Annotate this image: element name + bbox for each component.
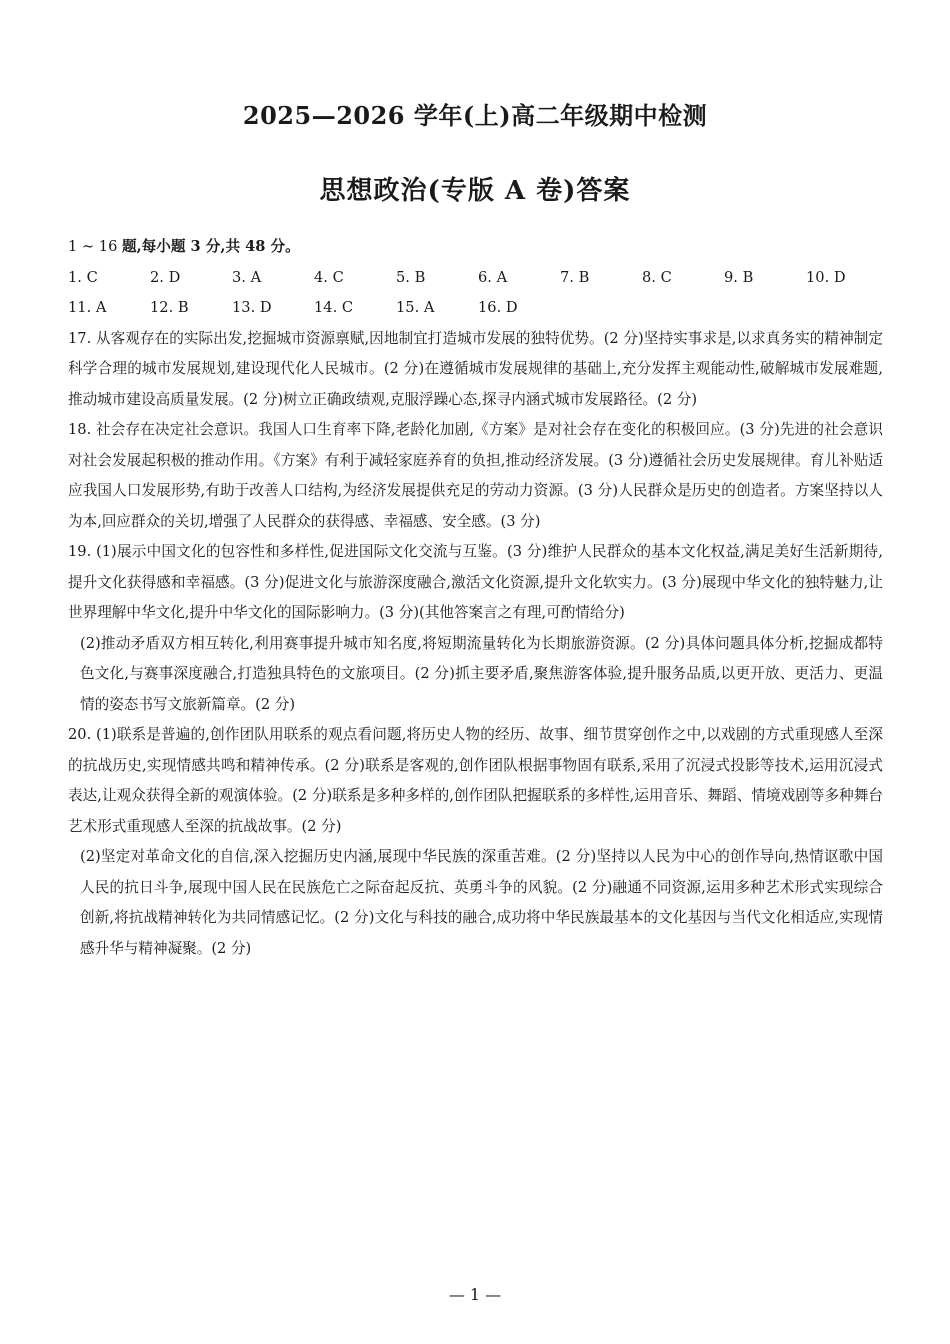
question-18-answer: 18. 社会存在决定社会意识。我国人口生育率下降,老龄化加剧,《方案》是对社会存在变化的积极回应。(3 分)先进的社会意识对社会发展起积极的推动作用。《方案》有利于减轻家庭养育的负担,推动经济发展。(3 分)遵循社会历史发展规律。育儿补贴适应我国人口发展形势,有助于改善人口结构,为经济发展提供充足的劳动力资源。(3 分)人民群众是历史的创造者。方案坚持以人为本,回应群众的关切,增强了人民群众的获得感、幸福感、安全感。(3 分) <box>68 421 883 530</box>
question-17-answer: 17. 从客观存在的实际出发,挖掘城市资源禀赋,因地制宜打造城市发展的独特优势。(2 分)坚持实事求是,以求真务实的精神制定科学合理的城市发展规划,建设现代化人民城市。(2 分)在遵循城市发展规律的基础上,充分发挥主观能动性,破解城市发展难题,推动城市建设高质量发展。(2 分)树立正确政绩观,克服浮躁心态,探寻内涵式城市发展路径。(2 分) <box>68 329 883 408</box>
intro-text: 题,每小题 3 分,共 48 分。 <box>122 238 300 255</box>
scoring-intro <box>68 232 883 263</box>
page-number: — 1 — <box>448 1285 502 1304</box>
choice-answer: 13. D <box>232 299 272 316</box>
choice-answer: 1. C <box>68 268 98 286</box>
choice-answer: 12. B <box>150 299 189 316</box>
choice-answer: 15. A <box>396 299 435 316</box>
choice-answer: 4. C <box>314 268 344 286</box>
choice-answer: 5. B <box>396 268 426 286</box>
question-20-part-2-answer: (2)坚定对革命文化的自信,深入挖掘历史内涵,展现中华民族的深重苦难。(2 分)坚持以人民为中心的创作导向,热情讴歌中国人民的抗日斗争,展现中国人民在民族危亡之际奋起反抗、英勇斗争的风貌。(2 分)融通不同资源,运用多种艺术形式实现综合创新,将抗战精神转化为共同情感记忆。(2 分)文化与科技的融合,成功将中华民族最基本的文化基因与当代文化相适应,实现情感升华与精神凝聚。(2 分) <box>80 848 883 957</box>
choice-answers-row-1 <box>68 263 883 294</box>
question-19-part-2-answer: (2)推动矛盾双方相互转化,利用赛事提升城市知名度,将短期流量转化为长期旅游资源。(2 分)具体问题具体分析,挖掘成都特色文化,与赛事深度融合,打造独具特色的文旅项目。(2 分)抓主要矛盾,聚焦游客体验,提升服务品质,以更开放、更活力、更温情的姿态书写文旅新篇章。(2 分) <box>80 634 883 713</box>
choice-answer: 8. C <box>642 268 672 286</box>
page-title: 2025—2026 学年(上)高二年级期中检测 <box>242 101 708 130</box>
choice-answer: 2. D <box>150 268 181 286</box>
choice-answer: 3. A <box>232 268 262 286</box>
choice-answer: 7. B <box>560 268 590 286</box>
question-19-part-1-answer: 19. (1)展示中国文化的包容性和多样性,促进国际文化交流与互鉴。(3 分)维护人民群众的基本文化权益,满足美好生活新期待,提升文化获得感和幸福感。(3 分)促进文化与旅游深度融合,激活文化资源,提升文化软实力。(3 分)展现中华文化的独特魅力,让世界理解中华文化,提升中华文化的国际影响力。(3 分)(其他答案言之有理,可酌情给分) <box>68 543 883 621</box>
page-subtitle: 思想政治(专版 A 卷)答案 <box>319 176 631 206</box>
choice-answer: 6. A <box>478 268 508 286</box>
choice-answers-row-2 <box>68 293 883 324</box>
choice-answer: 16. D <box>478 299 518 316</box>
answer-content <box>68 232 883 964</box>
choice-answer: 11. A <box>68 299 107 316</box>
choice-answer: 9. B <box>724 268 754 286</box>
question-20-part-1-answer: 20. (1)联系是普遍的,创作团队用联系的观点看问题,将历史人物的经历、故事、细节贯穿创作之中,以戏剧的方式重现感人至深的抗战历史,实现情感共鸣和精神传承。(2 分)联系是客观的,创作团队根据事物固有联系,采用了沉浸式投影等技术,运用沉浸式表达,让观众获得全新的观演体验。(2 分)联系是多种多样的,创作团队把握联系的多样性,运用音乐、舞蹈、情境戏剧等多种舞台艺术形式重现感人至深的抗战故事。(2 分) <box>68 726 883 835</box>
choice-answer: 14. C <box>314 299 354 316</box>
intro-range: 1 ~ 16 <box>68 238 122 255</box>
choice-answer: 10. D <box>806 268 846 286</box>
